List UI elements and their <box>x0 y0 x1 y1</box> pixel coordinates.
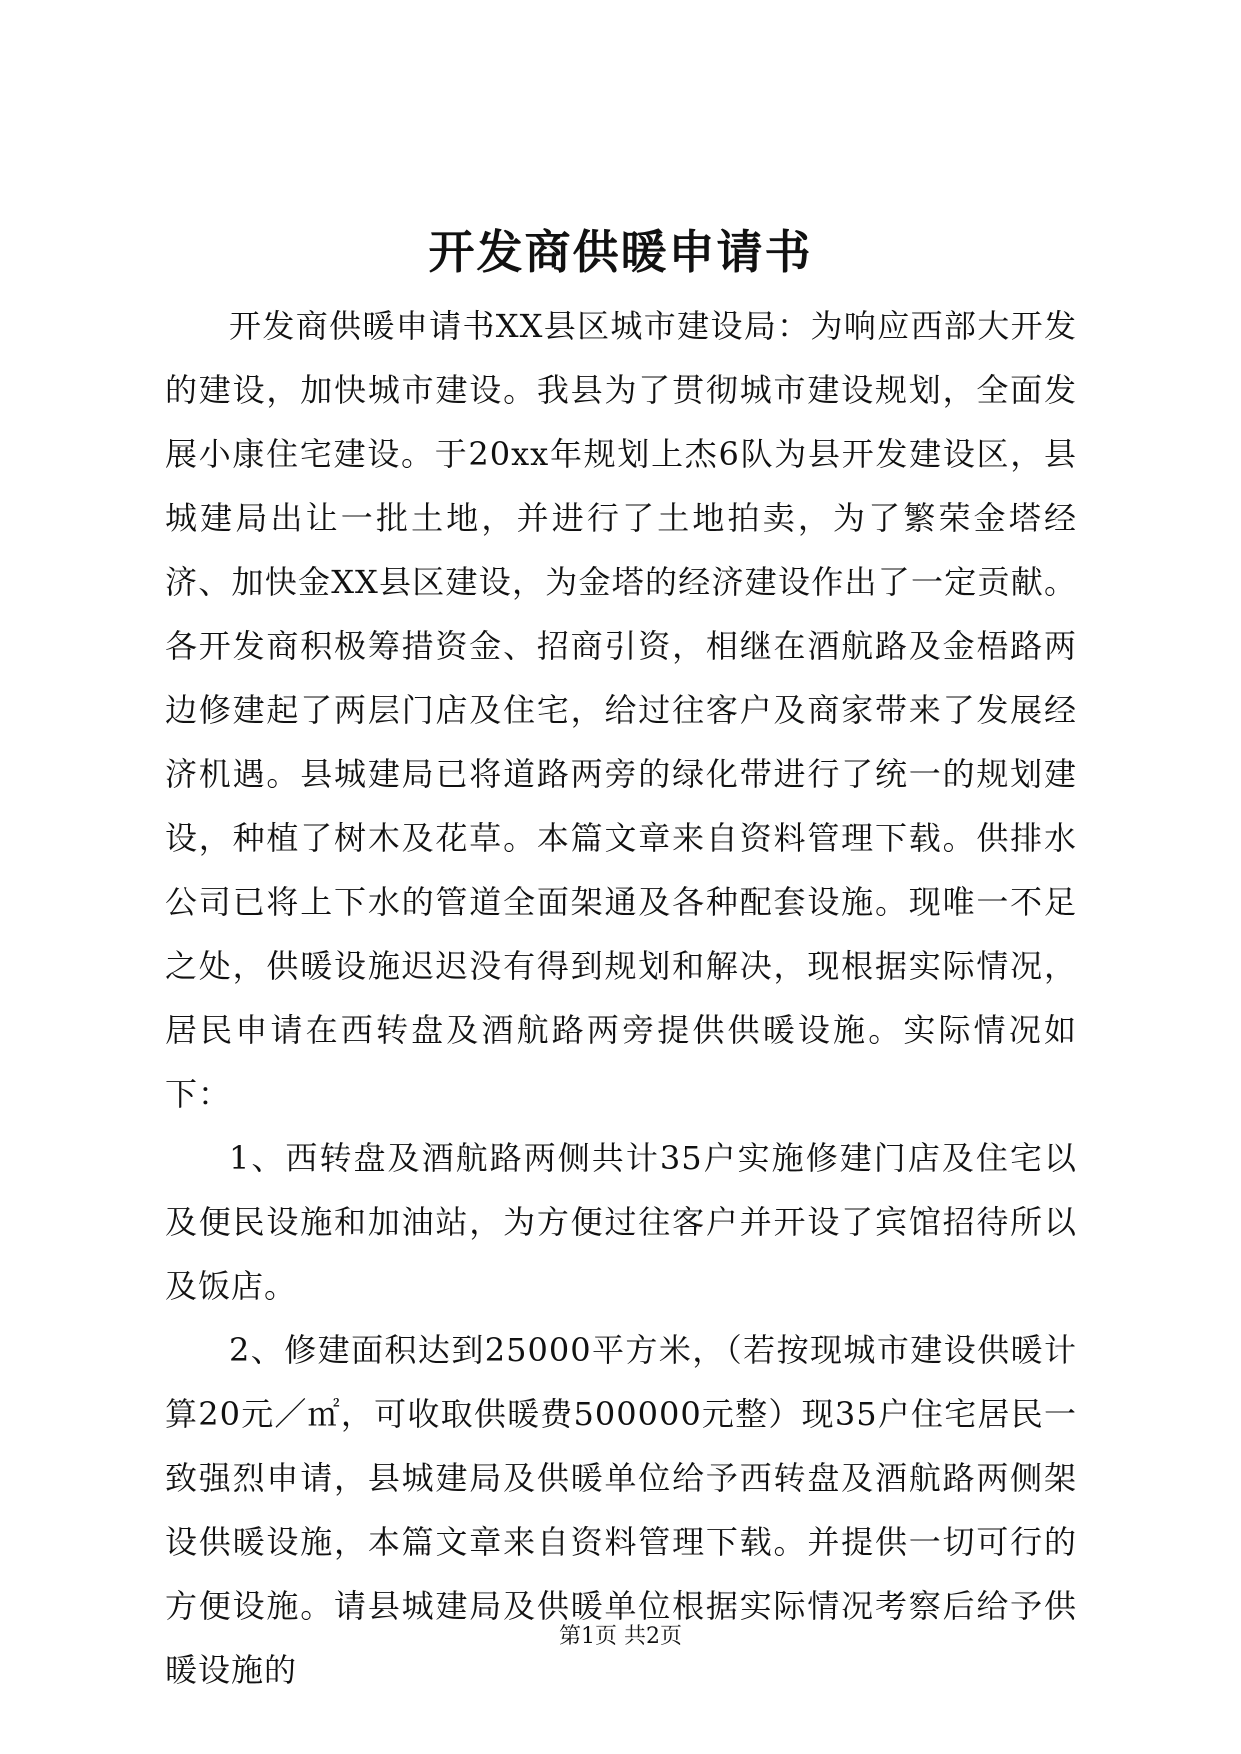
paragraph-item-1: 1、西转盘及酒航路两侧共计35户实施修建门店及住宅以及便民设施和加油站，为方便过往客户并开设了宾馆招待所以及饭店。 <box>165 1139 1077 1305</box>
document-body <box>165 294 1077 1702</box>
page-number-indicator: 第1页 共2页 <box>559 1624 682 1649</box>
paragraph-item-2: 2、修建面积达到25000平方米，（若按现城市建设供暖计算20元／㎡，可收取供暖费500000元整）现35户住宅居民一致强烈申请，县城建局及供暖单位给予西转盘及酒航路两侧架设供暖设施，本篇文章来自资料管理下载。并提供一切可行的方便设施。请县城建局及供暖单位根据实际情况考察后给予供暖设施的 <box>165 1331 1077 1689</box>
document-title: 开发商供暖申请书 <box>428 225 813 279</box>
paragraph-intro: 开发商供暖申请书XX县区城市建设局：为响应西部大开发的建设，加快城市建设。我县为了贯彻城市建设规划，全面发展小康住宅建设。于20xx年规划上杰6队为县开发建设区，县城建局出让一批土地，并进行了土地拍卖，为了繁荣金塔经济、加快金XX县区建设，为金塔的经济建设作出了一定贡献。各开发商积极筹措资金、招商引资，相继在酒航路及金梧路两边修建起了两层门店及住宅，给过往客户及商家带来了发展经济机遇。县城建局已将道路两旁的绿化带进行了统一的规划建设，种植了树木及花草。本篇文章来自资料管理下载。供排水公司已将上下水的管道全面架通及各种配套设施。现唯一不足之处，供暖设施迟迟没有得到规划和解决，现根据实际情况，居民申请在西转盘及酒航路两旁提供供暖设施。实际情况如下： <box>165 307 1077 1113</box>
page-footer <box>0 1622 1241 1652</box>
